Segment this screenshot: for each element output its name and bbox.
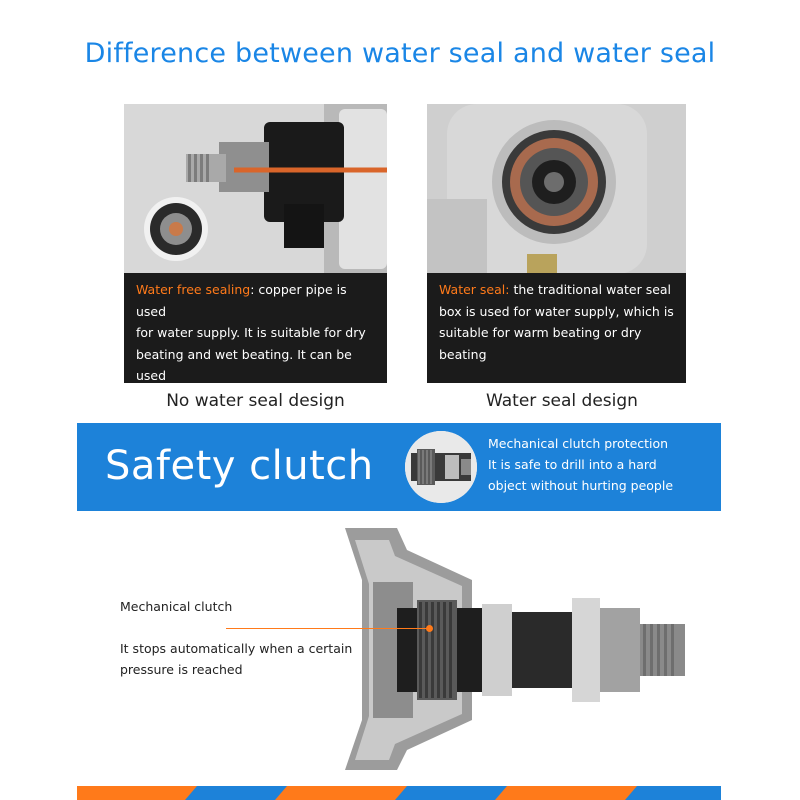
left-highlight: Water free sealing: [136, 282, 251, 297]
left-text-3: beating and wet beating. It can be used: [136, 346, 352, 383]
bottom-color-stripe: [77, 786, 721, 800]
callout-dot: [426, 625, 433, 632]
right-text-2: box is used for water supply, which is: [439, 303, 674, 319]
left-description: [124, 273, 387, 383]
banner-line-1: Mechanical clutch protection: [488, 436, 669, 451]
right-highlight: Water seal:: [439, 282, 510, 297]
right-text-4: beating: [439, 346, 487, 362]
left-text-2: for water supply. It is suitable for dry: [136, 325, 366, 340]
water-seal-label: Water seal design: [486, 391, 638, 411]
left-text-1: : copper pipe is used: [136, 282, 347, 319]
right-text-3: suitable for warm beating or dry: [439, 325, 642, 340]
safety-clutch-banner: [77, 423, 721, 511]
right-text-1: the traditional water seal: [509, 282, 672, 297]
banner-line-3: object without hurting people: [488, 478, 674, 493]
no-water-seal-panel: [124, 104, 387, 383]
banner-title: Safety clutch: [105, 443, 374, 489]
banner-line-2: It is safe to drill into a hard: [488, 457, 657, 472]
no-water-seal-label: No water seal design: [166, 391, 345, 411]
auto-stop-note: It stops automatically when a certain pressure is reached: [120, 641, 353, 677]
page-title: Difference between water seal and water seal: [84, 38, 716, 69]
mechanical-clutch-note: Mechanical clutch: [120, 599, 233, 614]
clutch-gear-icon: [405, 431, 477, 503]
water-seal-panel: [427, 104, 686, 383]
callout-line: [226, 628, 428, 629]
right-description: [427, 273, 686, 383]
banner-description: [488, 433, 673, 496]
